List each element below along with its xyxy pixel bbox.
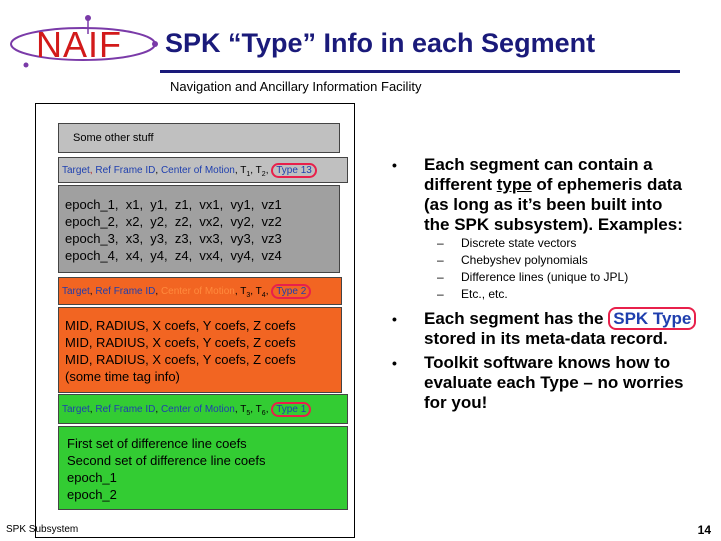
seg1-type-badge: Type 13 bbox=[271, 163, 317, 178]
spk-type-highlight: SPK Type bbox=[608, 307, 696, 330]
seg2-t3: T bbox=[240, 286, 247, 297]
seg2-type-badge: Type 2 bbox=[271, 284, 311, 299]
seg3-t5: T bbox=[240, 404, 247, 415]
segment-2-header bbox=[58, 277, 342, 305]
b1-l2a: different bbox=[424, 175, 497, 194]
seg2-t4-sub: 4 bbox=[261, 292, 266, 299]
bullet-1-line-3: (as long as it’s been built into bbox=[424, 195, 663, 214]
sub-bullet-1-label: Discrete state vectors bbox=[461, 236, 577, 250]
page-title: SPK “Type” Info in each Segment bbox=[165, 28, 596, 58]
segment-3-header bbox=[58, 394, 348, 424]
seg1-line-2: epoch_2, x2, y2, z2, vx2, vy2, vz2 bbox=[65, 214, 282, 229]
seg3-frame: Ref Frame ID bbox=[95, 404, 156, 415]
seg2-target: Target bbox=[62, 286, 90, 297]
spk-subsystem-label: SPK Subsystem bbox=[6, 524, 79, 535]
seg1-line-3: epoch_3, x3, y3, z3, vx3, vy3, vz3 bbox=[65, 231, 282, 246]
page-subtitle: Navigation and Ancillary Information Facility bbox=[170, 79, 422, 94]
seg2-frame: Ref Frame ID bbox=[95, 286, 156, 297]
sub-bullet-3-label: Difference lines (unique to JPL) bbox=[461, 270, 629, 284]
other-stuff-label: Some other stuff bbox=[73, 132, 154, 144]
bullet-3-line-2: evaluate each Type – no worries bbox=[424, 373, 684, 392]
bullet-2 bbox=[392, 309, 712, 349]
seg3-t5-sub: 5 bbox=[246, 410, 251, 417]
segment-3-header-text: Target, Ref Frame ID, Center of Motion, $T_5$, $T_6$, Type 1 bbox=[62, 404, 311, 417]
seg3-line-2: Second set of difference line coefs bbox=[67, 453, 266, 468]
seg1-line-4: epoch_4, x4, y4, z4, vx4, vy4, vz4 bbox=[65, 248, 282, 263]
page-number: 14 bbox=[697, 523, 711, 537]
seg1-t2: T bbox=[255, 165, 262, 176]
bullet-1-line-2 bbox=[424, 175, 712, 195]
seg3-type-badge: Type 1 bbox=[271, 402, 311, 417]
seg2-t3-sub: 3 bbox=[246, 292, 251, 299]
seg1-t2-sub: 2 bbox=[261, 171, 266, 178]
bullet-dot: • bbox=[392, 355, 397, 371]
bullet-1-line-1: Each segment can contain a bbox=[424, 155, 653, 174]
segment-2-header-text: Target, Ref Frame ID, Center of Motion, $T_3$, $T_4$, Type 2 bbox=[62, 286, 311, 299]
seg2-line-4: (some time tag info) bbox=[65, 369, 180, 384]
segment-2-body bbox=[58, 307, 342, 393]
naif-logo bbox=[8, 10, 158, 80]
logo-text: NAIF bbox=[36, 24, 123, 65]
seg1-t1: T bbox=[240, 165, 247, 176]
seg1-t1-sub: 1 bbox=[246, 171, 251, 178]
bullet-1-line-4: the SPK subsystem). Examples: bbox=[424, 215, 683, 234]
bullet-2-line-2: stored in its meta-data record. bbox=[424, 329, 668, 348]
sub-bullet-4: – Etc., etc. bbox=[437, 287, 508, 301]
sub-bullet-2-label: Chebyshev polynomials bbox=[461, 253, 588, 267]
bullet-3-line-3: for you! bbox=[424, 393, 488, 412]
seg3-t6: T bbox=[255, 404, 262, 415]
seg1-center: Center of Motion bbox=[160, 165, 235, 176]
seg1-frame: Ref Frame ID bbox=[95, 165, 156, 176]
b1-l2b: type bbox=[496, 175, 532, 194]
b1-l2c: of ephemeris data bbox=[531, 175, 682, 194]
bullet-3-line-1: Toolkit software knows how to bbox=[424, 353, 671, 372]
other-stuff-box bbox=[58, 123, 340, 153]
bullet-dot: • bbox=[392, 311, 397, 327]
segment-1-body bbox=[58, 185, 340, 273]
bullet-list bbox=[392, 155, 712, 425]
seg3-line-1: First set of difference line coefs bbox=[67, 436, 247, 451]
seg2-line-2: MID, RADIUS, X coefs, Y coefs, Z coefs bbox=[65, 335, 296, 350]
seg3-center: Center of Motion bbox=[160, 404, 235, 415]
seg2-center: Center of Motion bbox=[160, 286, 235, 297]
seg3-target: Target bbox=[62, 404, 90, 415]
seg3-line-3: epoch_1 bbox=[67, 470, 117, 485]
sub-bullet-1: – Discrete state vectors bbox=[437, 236, 577, 250]
sub-bullet-3: – Difference lines (unique to JPL) bbox=[437, 270, 629, 284]
seg2-line-3: MID, RADIUS, X coefs, Y coefs, Z coefs bbox=[65, 352, 296, 367]
b2-l1a: Each segment has the bbox=[424, 309, 609, 328]
seg3-t6-sub: 6 bbox=[261, 410, 266, 417]
seg1-line-1: epoch_1, x1, y1, z1, vx1, vy1, vz1 bbox=[65, 197, 282, 212]
title-underline bbox=[160, 70, 680, 73]
segment-3-body bbox=[58, 426, 348, 510]
bullet-3 bbox=[392, 353, 712, 413]
sub-bullet-4-label: Etc., etc. bbox=[461, 287, 508, 301]
bullet-dot: • bbox=[392, 157, 397, 173]
segment-1-header bbox=[58, 157, 348, 183]
bullet-1 bbox=[392, 155, 712, 235]
seg1-target: Target bbox=[62, 165, 90, 176]
seg3-line-4: epoch_2 bbox=[67, 487, 117, 502]
seg2-t4: T bbox=[255, 286, 262, 297]
sub-bullet-2: – Chebyshev polynomials bbox=[437, 253, 588, 267]
segment-1-header-text: Target, Ref Frame ID, Center of Motion, $T_1$, $T_2$, Type 13 bbox=[62, 165, 317, 178]
seg2-line-1: MID, RADIUS, X coefs, Y coefs, Z coefs bbox=[65, 318, 296, 333]
bullet-2-line-1 bbox=[424, 309, 712, 329]
